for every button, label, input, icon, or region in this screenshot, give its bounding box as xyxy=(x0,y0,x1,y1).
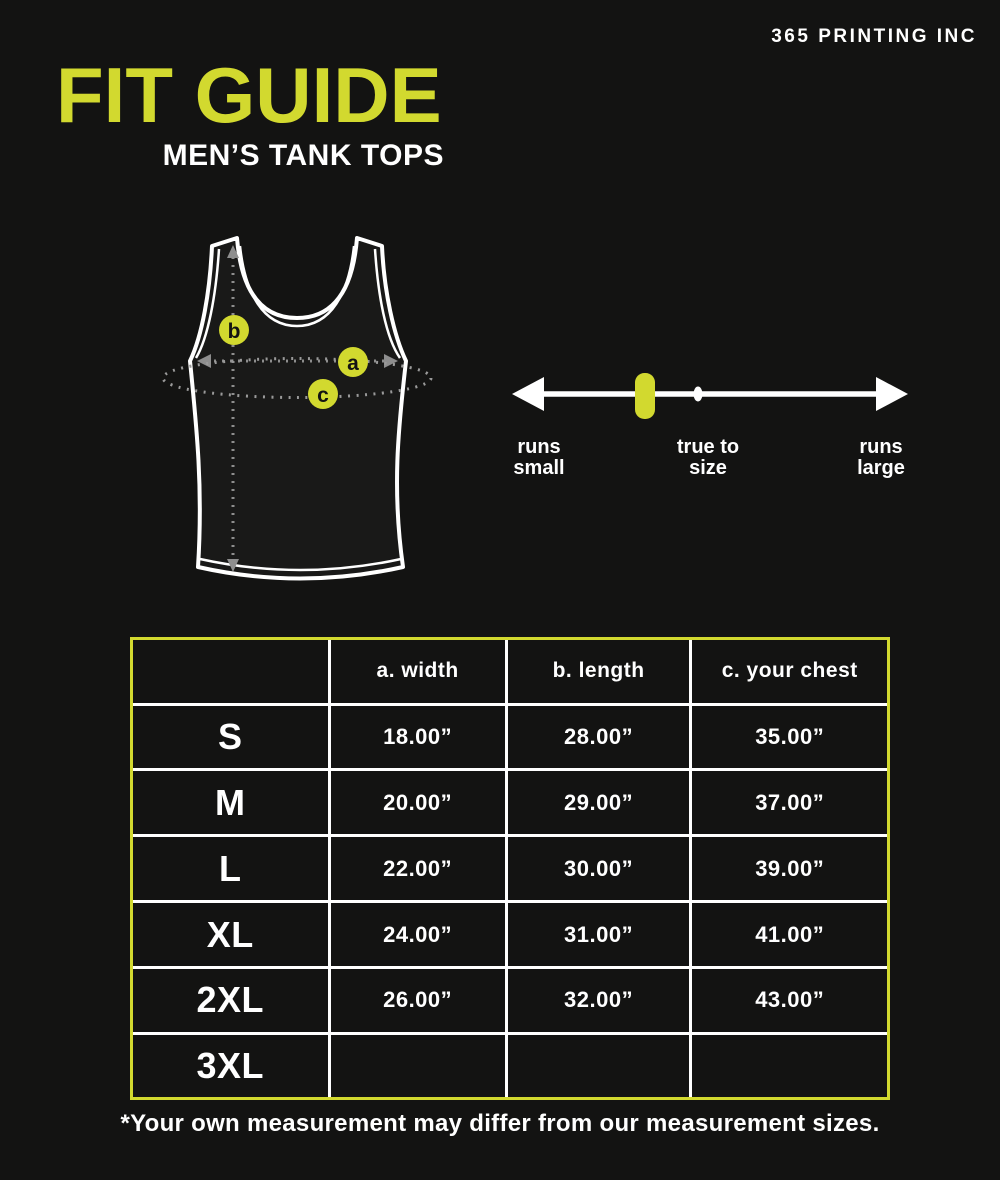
length-value xyxy=(506,1033,691,1097)
chest-value xyxy=(691,1033,887,1097)
marker-a-label: a xyxy=(347,352,359,375)
header-cell-size xyxy=(133,640,329,704)
width-value: 20.00” xyxy=(329,770,506,836)
marker-b-label: b xyxy=(227,320,241,343)
width-value: 22.00” xyxy=(329,836,506,902)
page-subtitle: MEN’S TANK TOPS xyxy=(162,138,444,172)
size-label: 2XL xyxy=(133,967,329,1033)
size-table-header-row xyxy=(133,640,887,704)
header-cell-width: a. width xyxy=(329,640,506,704)
chest-value: 37.00” xyxy=(691,770,887,836)
runs-small-line2: small xyxy=(513,457,565,479)
true-to-size-dot-icon xyxy=(694,387,703,402)
scale-label-runs-small xyxy=(469,437,609,479)
header-cell-length: b. length xyxy=(506,640,691,704)
size-label: 3XL xyxy=(133,1033,329,1097)
length-value: 29.00” xyxy=(506,770,691,836)
size-label: M xyxy=(133,770,329,836)
length-value: 30.00” xyxy=(506,836,691,902)
true-to-size-line2: size xyxy=(689,457,727,479)
table-row-s xyxy=(133,704,887,770)
brand-text: 365 PRINTING INC xyxy=(771,26,977,47)
chest-value: 41.00” xyxy=(691,902,887,968)
fit-scale xyxy=(512,373,908,419)
length-value: 32.00” xyxy=(506,967,691,1033)
table-row-3xl xyxy=(133,1033,887,1097)
marker-c xyxy=(308,379,338,409)
true-to-size-line1: true to xyxy=(676,436,740,458)
fit-scale-arrow-left-icon xyxy=(512,377,544,411)
marker-b xyxy=(219,315,249,345)
table-row-2xl xyxy=(133,967,887,1033)
scale-label-true-to-size xyxy=(638,437,778,479)
fit-scale-marker xyxy=(635,373,655,419)
fit-scale-arrow-right-icon xyxy=(876,377,908,411)
chest-value: 39.00” xyxy=(691,836,887,902)
runs-large-line1: runs xyxy=(859,436,903,458)
table-row-l xyxy=(133,836,887,902)
size-label: S xyxy=(133,704,329,770)
size-label: XL xyxy=(133,902,329,968)
runs-large-line2: large xyxy=(857,457,905,479)
chest-value: 35.00” xyxy=(691,704,887,770)
width-value: 26.00” xyxy=(329,967,506,1033)
width-value: 24.00” xyxy=(329,902,506,968)
title-block xyxy=(56,51,444,172)
length-value: 31.00” xyxy=(506,902,691,968)
runs-small-line1: runs xyxy=(517,436,561,458)
page-title: FIT GUIDE xyxy=(56,51,442,139)
width-value: 18.00” xyxy=(329,704,506,770)
chest-value: 43.00” xyxy=(691,967,887,1033)
tank-top-outline xyxy=(190,238,406,579)
width-value xyxy=(329,1033,506,1097)
size-table xyxy=(133,640,887,1097)
marker-a xyxy=(338,347,368,377)
scale-label-runs-large xyxy=(811,437,951,479)
size-label: L xyxy=(133,836,329,902)
header-cell-chest: c. your chest xyxy=(691,640,887,704)
footnote: *Your own measurement may differ from our measurement sizes. xyxy=(120,1110,880,1137)
table-row-xl xyxy=(133,902,887,968)
length-value: 28.00” xyxy=(506,704,691,770)
marker-c-label: c xyxy=(317,384,329,407)
tank-top-diagram xyxy=(0,215,1000,605)
size-table-wrap xyxy=(130,637,890,1100)
table-row-m xyxy=(133,770,887,836)
